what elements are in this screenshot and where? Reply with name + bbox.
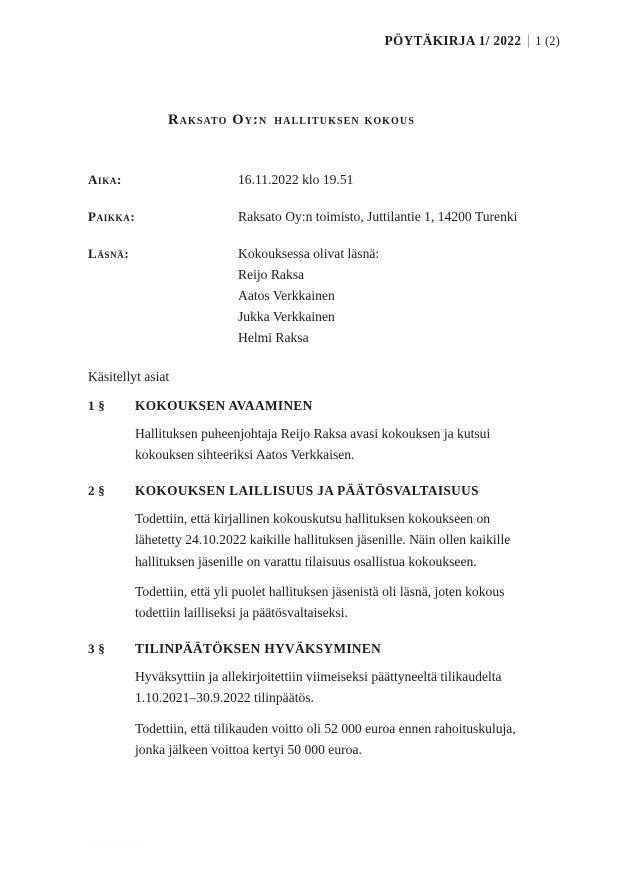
attendee-name: Reijo Raksa	[238, 267, 305, 282]
section-paragraph: Todettiin, että tilikauden voitto oli 52 000 euroa ennen rahoituskuluja, jonka jälkeen voittoa kertyi 50 000 euroa.	[135, 720, 516, 758]
section-paragraph: Hallituksen puheenjohtaja Reijo Raksa avasi kokouksen ja kutsui kokouksen sihteeriksi Aatos Verkkaisen.	[135, 426, 491, 463]
metadata-row-place	[88, 206, 558, 227]
metadata-value-place: Raksato Oy:n toimisto, Juttilantie 1, 14200 Turenki	[238, 209, 518, 224]
metadata-value-time: 16.11.2022 klo 19.51	[238, 172, 354, 187]
section-title: KOKOUKSEN AVAAMINEN	[135, 398, 313, 413]
section-title: KOKOUKSEN LAILLISUUS JA PÄÄTÖSVALTAISUUS	[135, 482, 479, 498]
section-title: TILINPÄÄTÖKSEN HYVÄKSYMINEN	[135, 640, 382, 656]
metadata-row-time	[88, 169, 558, 190]
attendance-intro: Kokouksessa olivat läsnä:	[238, 246, 380, 261]
page-title	[168, 112, 415, 129]
section-number: 1 §	[88, 398, 106, 413]
section-paragraph: Hyväksyttiin ja allekirjoitettiin viimeiseksi päättyneeltä tilikaudelta 1.10.2021–30.9.2022 tilinpäätös.	[135, 668, 502, 706]
section-body	[135, 423, 558, 466]
section-heading	[88, 398, 558, 414]
page-title-company: Raksato Oy:n	[168, 112, 268, 128]
header-page-number: 1 (2)	[535, 34, 560, 48]
document-header	[0, 33, 560, 49]
attendance-list	[238, 243, 558, 348]
section-paragraph: Todettiin, että kirjallinen kokouskutsu hallituksen kokoukseen on lähetetty 24.10.2022 kaikille hallituksen jäsenille. Näin ollen kaikille hallituksen jäsenille on varattu tilaisuus osallistua kokoukseen.	[135, 510, 511, 569]
agenda-intro-line: Käsitellyt asiat	[88, 369, 170, 384]
footer-watermark: ................................	[88, 838, 149, 845]
attendee-name: Aatos Verkkainen	[238, 288, 335, 303]
meeting-metadata	[88, 169, 558, 364]
attendee-name: Jukka Verkkainen	[238, 309, 335, 324]
agenda-section	[88, 483, 558, 624]
section-heading	[88, 483, 558, 499]
agenda-sections	[88, 398, 558, 777]
section-number: 3 §	[88, 640, 106, 656]
section-body	[135, 508, 558, 624]
header-separator: |	[527, 32, 531, 48]
header-document-type: PÖYTÄKIRJA 1/ 2022	[384, 33, 522, 48]
section-paragraph: Todettiin, että yli puolet hallituksen jäsenistä oli läsnä, joten kokous todettiin lailliseksi ja päätösvaltaiseksi.	[135, 584, 505, 621]
metadata-label-time: Aika:	[88, 172, 122, 187]
agenda-section	[88, 398, 558, 466]
page-title-subject: hallituksen kokous	[274, 112, 415, 128]
attendee-name: Helmi Raksa	[238, 330, 309, 345]
metadata-row-attendance	[88, 243, 558, 348]
metadata-label-attendance: Läsnä:	[88, 246, 130, 261]
section-heading	[88, 641, 558, 657]
section-body	[135, 666, 558, 761]
metadata-label-place: Paikka:	[88, 209, 136, 224]
section-number: 2 §	[88, 482, 106, 498]
agenda-section	[88, 641, 558, 761]
